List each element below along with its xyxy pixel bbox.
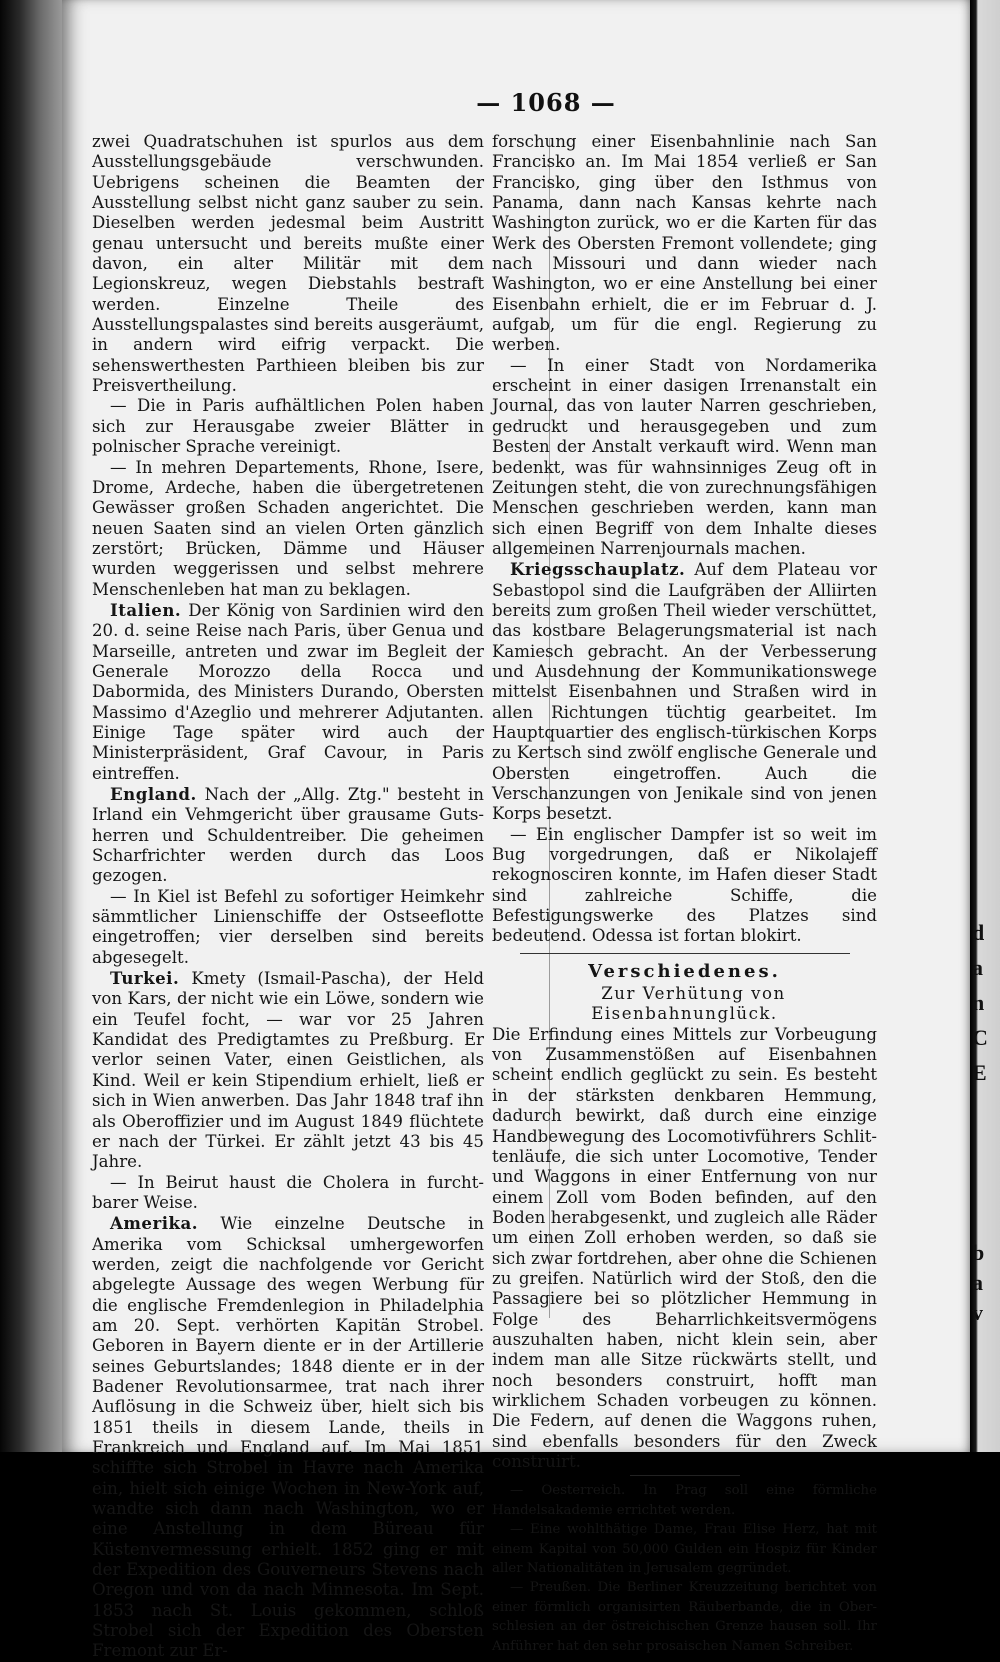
heading-england: England. [110, 784, 197, 804]
text-amerika: Wie einzelne Deutsche in Amerika vom Schicksal umhergeworfen werden, zeigt die nachfolgende vor Gericht abgelegte Aussage des wegen Werbung für die englische Fremdenlegion in Philadelphia am 20. Sept. verhörten Kapitän Strobel. Geboren in Bayern diente er in der Artillerie seines Geburtslandes; 1848 diente er in der Badener Revolutionsarmee, trat nach ihrer Auflösung in die Schweiz über, hielt sich bis 1851 theils in diesem Lande, theils in Frankreich und England auf. Im Mai 1851 schiffte sich Strobel in Havre nach Amerika ein, hielt sich einige Wochen in New-York auf, wandte sich dann nach Washington, wo er eine Anstellung in dem Büreau für Küstenvermessung erhielt. 1852 ging er mit der Expedition des Gouverneurs Stevens nach Oregon und von da nach Minnesota. Im Sept. 1853 nach St. Louis gekommen, schloß Strobel sich der Expedition des Obersten Fremont zur Er- [92, 1214, 484, 1661]
paragraph-kiel: — In Kiel ist Befehl zu sofortiger Heimkehr sämmtlicher Linienschiffe der Ostseeflotte eingetroffen; vier derselben sind bereits abgesegelt. [92, 886, 484, 967]
news-oesterreich: — Oesterreich. In Prag soll eine förmliche Handelsakademie errichtet werden. [492, 1483, 877, 1518]
text-england: Nach der „Allg. Ztg." besteht in Irland ein Vehmgericht über grausame Gutsherren und Schuldentreiber. Die geheimen Scharfrichter werden durch das Loos gezogen. [92, 785, 484, 886]
news-preussen: — Preußen. Die Berliner Kreuzzeitung berichtet von einer förmlich organisirten Räuberbande, die in Oberschlesien an der östreichischen Grenze hausen soll. Ihr Anführer hat den sehr prosaischen Namen Schreiber. [492, 1580, 877, 1654]
edge-mark: n [972, 990, 985, 1015]
paragraph-exhibition: zwei Quadratschuhen ist spurlos aus dem Ausstellungsgebäude verschwunden. Uebrigens scheinen die Beamten der Ausstellung selbst nicht ganz sauber zu sein. Dieselben werden jedesmal beim Austritt genau untersucht und bereits mußte einer davon, ein alter Militär mit dem Legionskreuz, wegen Diebstahls bestraft werden. Einzelne Theile des Ausstellungspalastes sind bereits ausgeräumt, in andern wird eifrig verpackt. Die sehenswerthesten Parthieen bleiben bis zur Preisvertheilung. [92, 132, 484, 396]
paragraph-kriegsschauplatz [492, 559, 877, 824]
heading-turkei: Turkei. [110, 968, 180, 989]
newspaper-page [62, 0, 970, 1661]
text-kriegsschauplatz: Auf dem Plateau vor Sebastopol sind die Laufgräben der Alliirten bereits zum großen Theil wieder verschüttet, das kostbare Belagerungsmaterial ist nach Kamiesch gebracht. An der Verbesserung und Ausdehnung der Kommunikationswege mittelst Eisenbahnen und Straßen wird in allen Richtungen tüchtig gearbeitet. Im Hauptquartier des englisch-türkischen Korps zu Kertsch sind zwölf englische Generale und Obersten eingetroffen. Auch die Verschanzungen von Jenikale sind von jenen Korps besetzt. [492, 560, 877, 824]
section-title-verschiedenes: Verschiedenes. [588, 960, 781, 982]
paragraph-poles: — Die in Paris aufhältlichen Polen haben sich zur Herausgabe zweier Blätter in polnischer Sprache vereinigt. [92, 396, 484, 457]
paragraph-england [92, 784, 484, 887]
heading-kriegsschauplatz: Kriegsschauplatz. [510, 559, 686, 580]
paragraph-floods: — In mehren Departements, Rhone, Isere, Drome, Ardeche, haben die übergetretenen Gewässer großen Schaden angerichtet. Die neuen Saaten sind an vielen Orten gänzlich zerstört; Brücken, Dämme und Häuser wurden weggerissen und selbst mehrere Menschenleben hat man zu beklagen. [92, 457, 484, 599]
edge-mark: d [972, 920, 985, 945]
edge-mark: a [972, 1270, 983, 1295]
text-italien: Der König von Sardinien wird den 20. d. seine Reise nach Paris, über Genua und Marseille, antreten und zwar im Begleit der Generale Morozzo della Rocca und Dabormida, des Ministers Durando, Obersten Massimo d'Azeglio und mehrerer Adjutanten. Einige Tage später wird auch der Ministerpräsident, Graf Cavour, in Paris eintreffen. [92, 600, 484, 783]
small-news-block [492, 1481, 877, 1656]
edge-mark: b [972, 1240, 985, 1265]
page-number: — 1068 — [476, 88, 616, 117]
paragraph-asylum-journal: — In einer Stadt von Nordamerika erscheint in einer dasigen Irrenanstalt ein Journal, das von lauter Narren geschrieben, gedruckt und herausgegeben und zum Besten der Anstalt verkauft wird. Wenn man bedenkt, was für wahnsinniges Zeug oft in Zeitungen steht, die von zurechnungsfähigen Menschen geschrieben werden, kann man sich einen Begriff von dem Inhalte dieses allgemeinen Narrenjournals machen. [492, 355, 877, 558]
left-column [92, 132, 484, 1662]
heading-amerika: Amerika. [110, 1213, 199, 1234]
book-binding-gutter [0, 0, 62, 1452]
news-hospiz: — Eine wohlthätige Dame, Frau Elise Herz, hat mit einem Kapital von 50,000 Gulden ein Hospiz für Kinder aller Nationalitäten in Jerusalem gegründet. [492, 1522, 877, 1576]
paragraph-turkei [92, 968, 484, 1172]
edge-mark: C [972, 1025, 988, 1050]
edge-mark: v [972, 1300, 983, 1325]
heading-italien: Italien. [110, 599, 182, 620]
subtitle-eisenbahn: Zur Verhütung von Eisenbahnunglück. [591, 984, 786, 1024]
paragraph-dampfer: — Ein englischer Dampfer ist so weit im Bug vorgedrungen, daß er Nikolajeff rekognosciren konnte, im Hafen dieser Stadt sind zahlreiche Schiffe, die Befestigungswerke des Platzes sind bedeutend. Odessa ist fortan blokirt. [492, 824, 877, 946]
section-rule [520, 953, 850, 954]
separator-rule [630, 1475, 740, 1476]
paragraph-italien [92, 600, 484, 784]
paragraph-strobel-continued: forschung einer Eisenbahnlinie nach San Francisko an. Im Mai 1854 verließ er San Francisko, ging über den Isthmus von Panama, dann nach Kansas kehrte nach Washington zurück, wo er die Karten für das Werk des Obersten Fremont vollendete; ging nach Missouri und dann wieder nach Washington, wo er eine Anstellung bei einer Eisenbahn erhielt, die er im Februar d. J. aufgab, um für die engl. Regierung zu werben. [492, 132, 877, 355]
paragraph-beirut: — In Beirut haust die Cholera in furchtbarer Weise. [92, 1172, 484, 1212]
text-turkei: Kmety (Ismail-Pascha), der Held von Kars, der nicht wie ein Löwe, sondern wie ein Teufel focht, — war vor 25 Jahren Kandidat des Predigtamtes zu Preßburg. Er verlor seinen Vater, einen Geistlichen, als Kind. Weil er kein Stipendium erhielt, ließ er sich in Wien anwerben. Das Jahr 1848 traf ihn als Oberoffizier und im August 1849 flüchtete er nach der Türkei. Er zählt jetzt 43 bis 45 Jahre. [92, 969, 484, 1172]
edge-mark: a [972, 955, 983, 980]
adjacent-page-edge [970, 0, 1000, 1452]
edge-mark: E [972, 1060, 987, 1085]
paragraph-eisenbahn: Die Erfindung eines Mittels zur Vorbeugung von Zusammenstößen auf Eisenbahnen scheint endlich geglückt zu sein. Es besteht in der stärksten denkbaren Hemmung, dadurch bewirkt, daß durch eine einzige Handbewegung des Locomotivführers Schlittenläufe, die sich unter Locomotive, Tender und Waggons in einer Entfernung von nur einem Zoll vom Boden befinden, auf den Boden herabgesenkt, und zugleich alle Räder um einen Zoll erhoben werden, so daß sie sich zwar fortdrehen, aber ohne die Schienen zu greifen. Natürlich wird der Stoß, den die Passagiere bei so plötzlicher Hemmung in Folge des Beharrlichkeitsvermögens auszuhalten haben, nicht klein sein, aber indem man alle Sitze rückwärts stellt, und noch besonders construirt, hofft man wirklichem Schaden vorbeugen zu können. Die Federn, auf denen die Waggons ruhen, sind ebenfalls besonders für den Zweck construirt. [492, 1024, 877, 1471]
paragraph-amerika [92, 1213, 484, 1662]
right-column [492, 132, 877, 1656]
